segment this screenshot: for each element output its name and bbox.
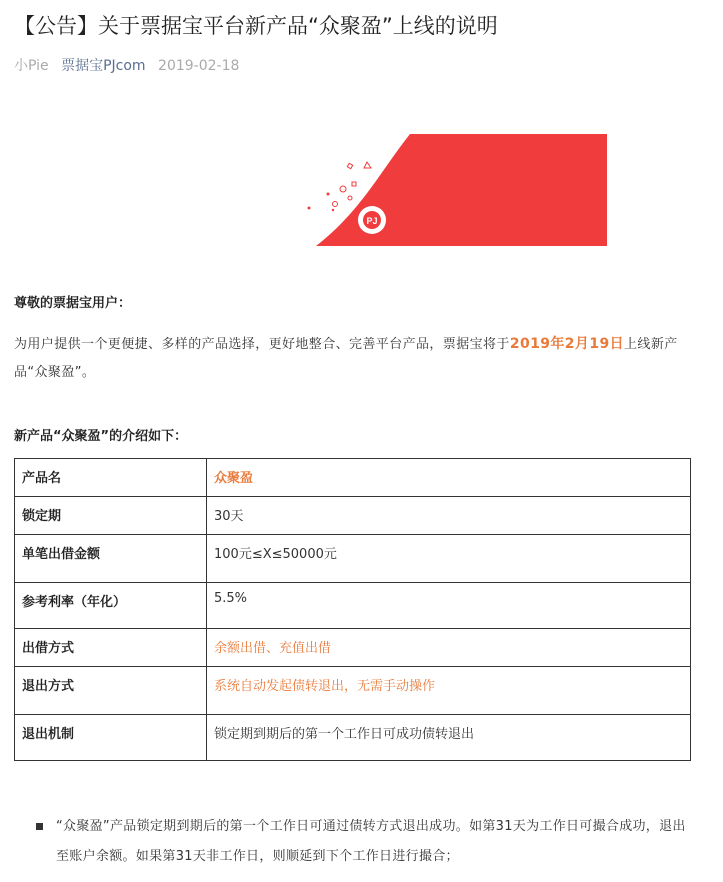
row-label: 单笔出借金额 [15, 535, 207, 583]
bullet-text: “众聚盈”产品锁定期到期后的第一个工作日可通过债转方式退出成功。如第31天为工作日可撮合成功，退出至账户余额。如果第31天非工作日，则顺延到下个工作日进行撮合； [56, 819, 686, 864]
greeting-text: 尊敬的票据宝用户： [14, 296, 132, 311]
row-value: 5.5% [207, 583, 691, 629]
list-item [36, 812, 696, 872]
article-meta [14, 56, 239, 76]
banner-image [300, 132, 610, 248]
launch-date-highlight: 2019年2月19日 [509, 336, 625, 352]
banner-logo-text: PJ [366, 216, 378, 226]
row-value: 锁定期到期后的第一个工作日可成功债转退出 [207, 715, 691, 761]
row-value: 100元≤X≤50000元 [207, 535, 691, 583]
author-name: 小Pie [14, 58, 49, 74]
table-row [15, 535, 691, 583]
banner-confetti [340, 186, 346, 192]
table-row [15, 667, 691, 715]
account-link[interactable]: 票据宝PJcom [61, 58, 146, 74]
product-spec-table [14, 458, 691, 761]
banner-red-shape [316, 134, 607, 246]
row-value: 余额出借、充值出借 [207, 629, 691, 667]
intro-paragraph [14, 330, 704, 387]
row-label: 出借方式 [15, 629, 207, 667]
article-title: 【公告】关于票据宝平台新产品“众聚盈”上线的说明 [14, 14, 498, 38]
table-row [15, 459, 691, 497]
row-label: 锁定期 [15, 497, 207, 535]
table-row [15, 583, 691, 629]
row-value: 30天 [207, 497, 691, 535]
bullet-square-icon [36, 823, 43, 830]
row-label: 退出方式 [15, 667, 207, 715]
para-text-after: 上线新产品“众聚盈”。 [14, 337, 678, 380]
table-row [15, 715, 691, 761]
row-label: 产品名 [15, 459, 207, 497]
publish-date: 2019-02-18 [158, 58, 240, 74]
row-value: 众聚盈 [207, 459, 691, 497]
table-row [15, 629, 691, 667]
product-intro-heading: 新产品“众聚盈”的介绍如下： [14, 429, 188, 444]
row-label: 参考利率（年化） [15, 583, 207, 629]
table-row [15, 497, 691, 535]
row-label: 退出机制 [15, 715, 207, 761]
para-text-before: 为用户提供一个更便捷、多样的产品选择，更好地整合、完善平台产品，票据宝将于 [14, 337, 510, 352]
row-value: 系统自动发起债转退出，无需手动操作 [207, 667, 691, 715]
